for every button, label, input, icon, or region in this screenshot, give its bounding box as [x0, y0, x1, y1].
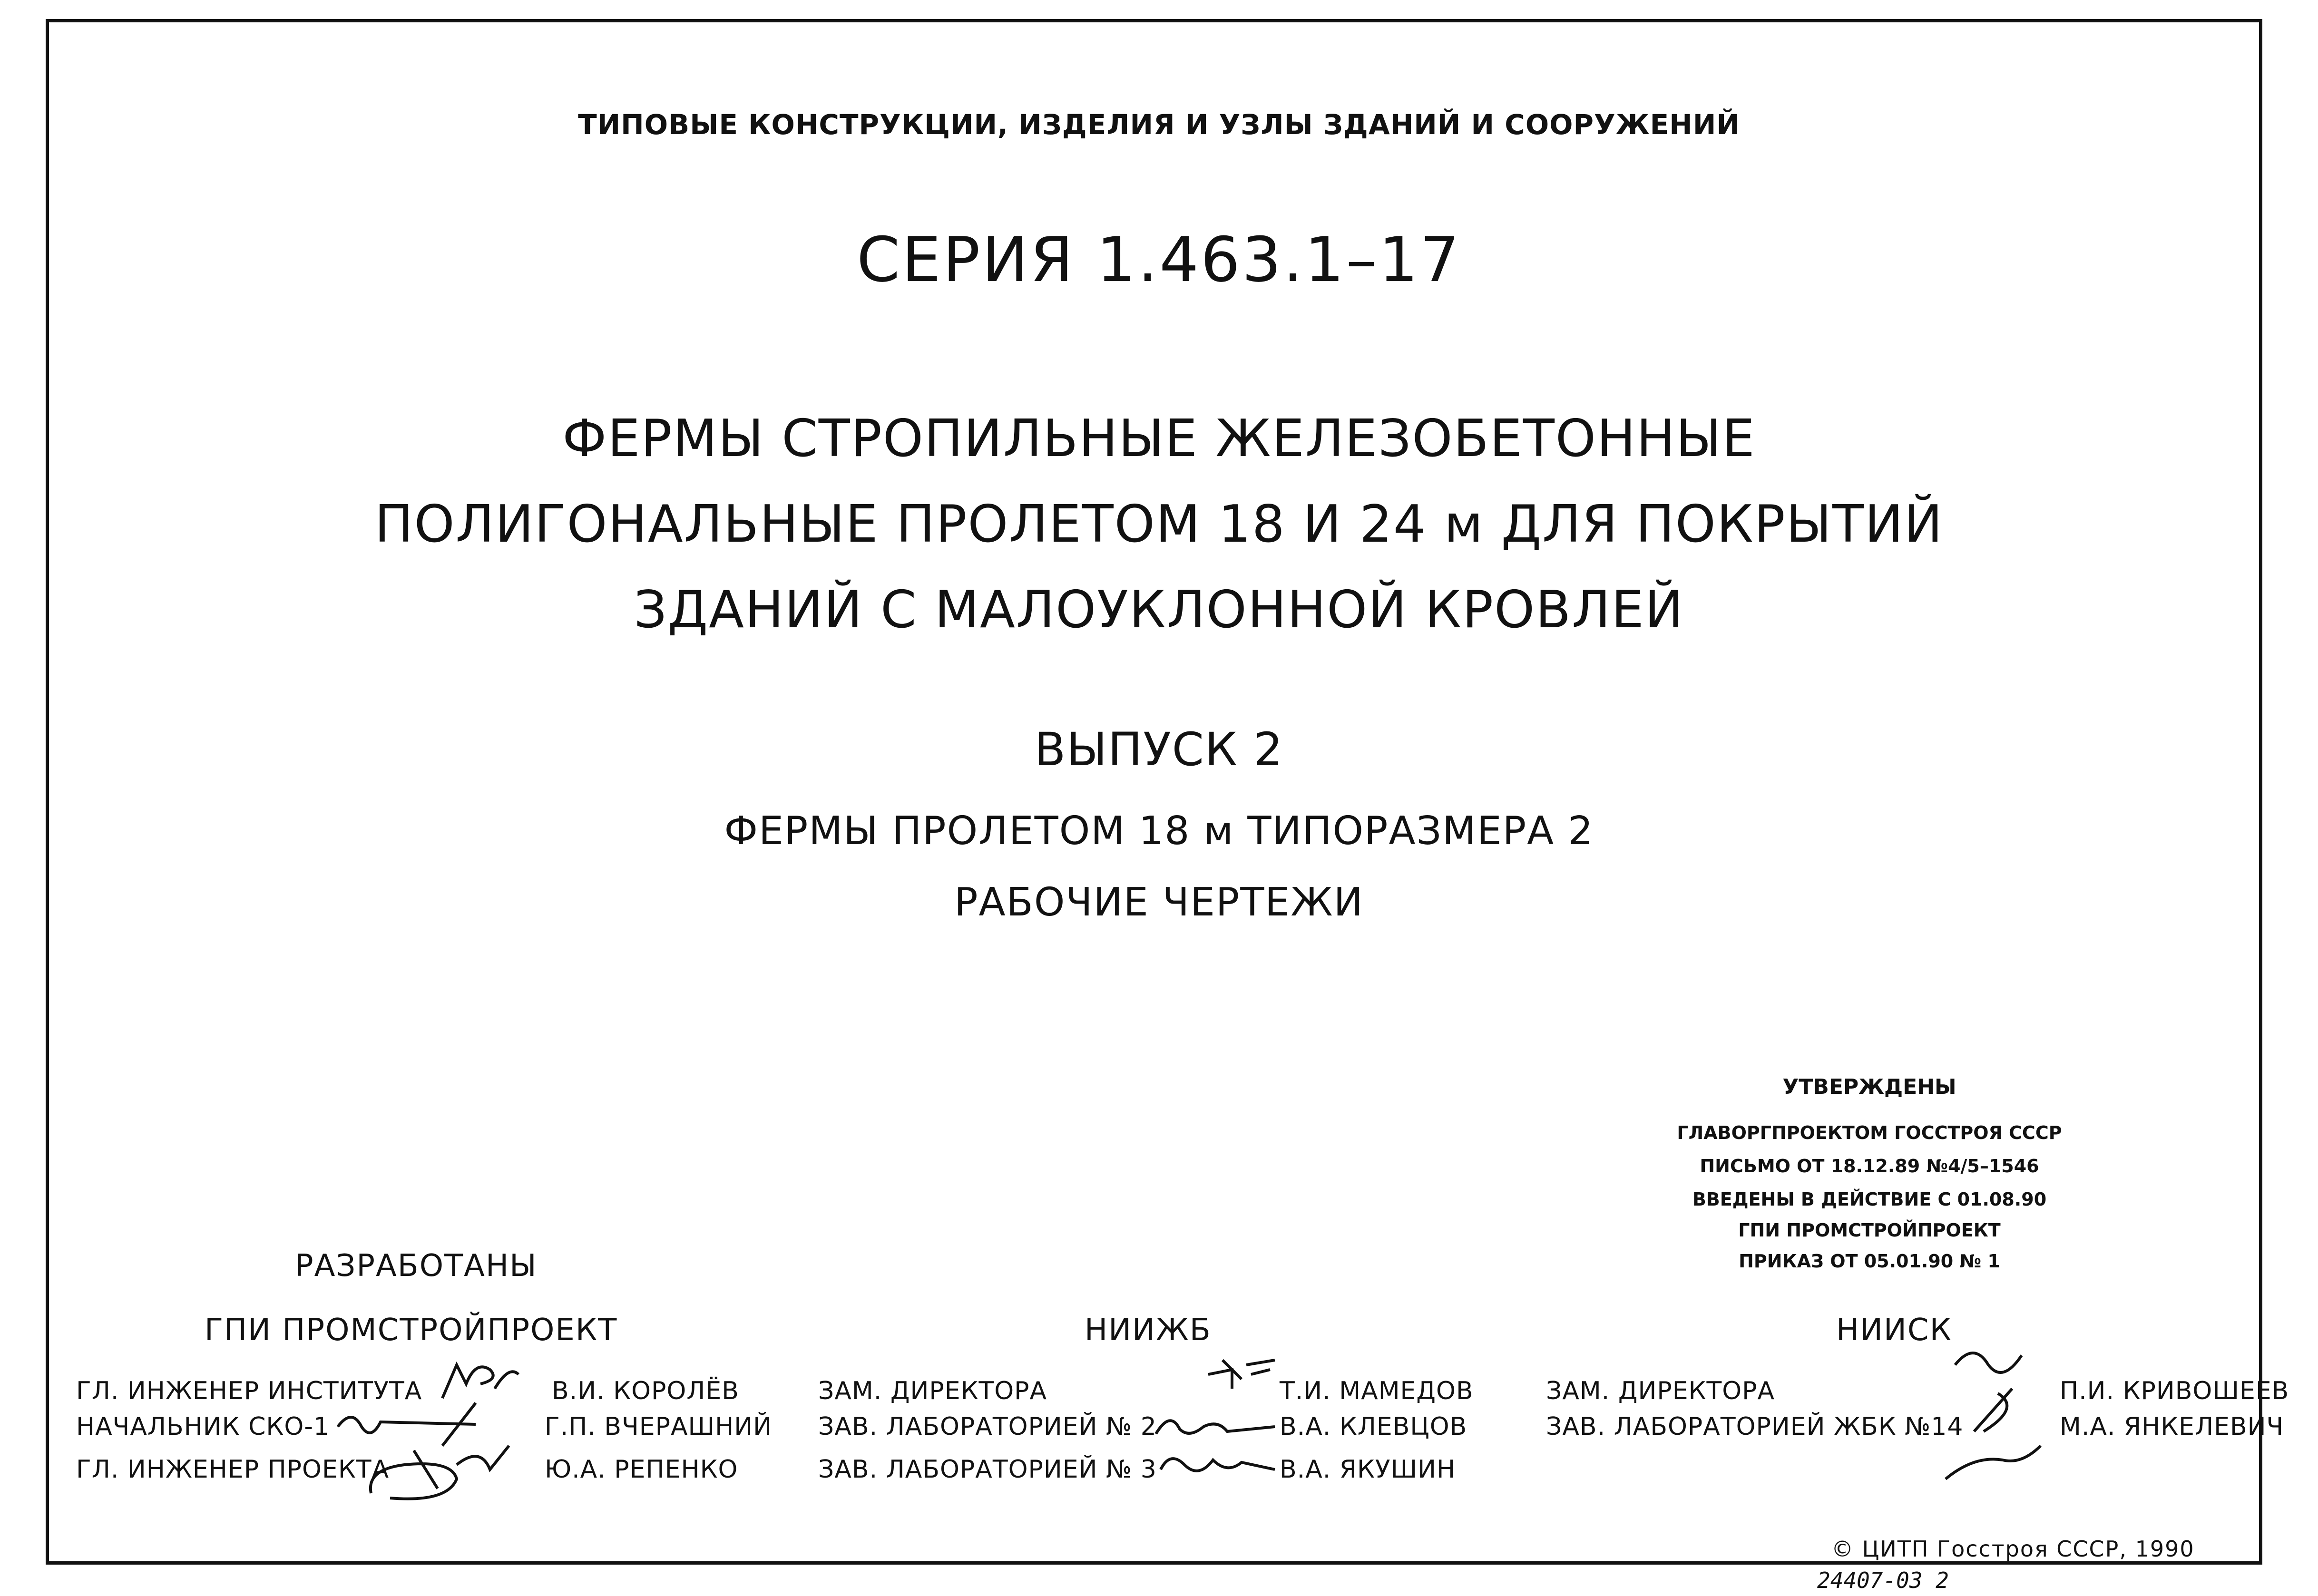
person-role: НАЧАЛЬНИК СКО-1	[76, 1412, 330, 1441]
approval-line: ГЛАВОРГПРОЕКТОМ ГОССТРОЯ СССР	[1677, 1122, 2062, 1143]
person-name: Ю.А. РЕПЕНКО	[545, 1455, 738, 1484]
org-name: НИИСК	[1836, 1313, 1952, 1348]
person-name: В.А. ЯКУШИН	[1280, 1455, 1456, 1484]
person-role: ГЛ. ИНЖЕНЕР ИНСТИТУТА	[76, 1377, 422, 1405]
person-role: ЗАМ. ДИРЕКТОРА	[818, 1377, 1047, 1405]
signature-image	[1151, 1405, 1280, 1448]
person-name: Г.П. ВЧЕРАШНИЙ	[545, 1412, 773, 1441]
copyright-notice: © ЦИТП Госстроя СССР, 1990	[1831, 1536, 2195, 1562]
series-line: ТИПОВЫЕ КОНСТРУКЦИИ, ИЗДЕЛИЯ И УЗЛЫ ЗДАНИЙ И СООРУЖЕНИЙ	[578, 108, 1740, 141]
org-name: ГПИ ПРОМСТРОЙПРОЕКТ	[205, 1313, 618, 1348]
person-name: Т.И. МАМЕДОВ	[1280, 1377, 1474, 1405]
working-drawings-label: РАБОЧИЕ ЧЕРТЕЖИ	[954, 880, 1364, 925]
person-name: П.И. КРИВОШЕЕВ	[2060, 1377, 2289, 1405]
signature-image	[1927, 1336, 2050, 1493]
approval-line: ВВЕДЕНЫ В ДЕЙСТВИЕ С 01.08.90	[1692, 1189, 2047, 1210]
person-role: ГЛ. ИНЖЕНЕР ПРОЕКТА	[76, 1455, 390, 1484]
issue-subtitle: ФЕРМЫ ПРОЛЕТОМ 18 м ТИПОРАЗМЕРА 2	[724, 808, 1594, 854]
person-role: ЗАВ. ЛАБОРАТОРИЕЙ № 3	[818, 1455, 1157, 1484]
approval-line: ПРИКАЗ ОТ 05.01.90 № 1	[1739, 1251, 2000, 1272]
issue-number: ВЫПУСК 2	[1034, 723, 1284, 776]
title-line-2: ПОЛИГОНАЛЬНЫЕ ПРОЛЕТОМ 18 И 24 м ДЛЯ ПОКРЫТИЙ	[374, 495, 1944, 554]
title-line-3: ЗДАНИЙ С МАЛОУКЛОННОЙ КРОВЛЕЙ	[634, 580, 1684, 640]
approval-line: ПИСЬМО ОТ 18.12.89 №4/5–1546	[1700, 1156, 2039, 1177]
person-role: ЗАВ. ЛАБОРАТОРИЕЙ ЖБК №14	[1546, 1412, 1964, 1441]
person-role: ЗАВ. ЛАБОРАТОРИЕЙ № 2	[818, 1412, 1157, 1441]
org-name: НИИЖБ	[1085, 1313, 1212, 1348]
person-role: ЗАМ. ДИРЕКТОРА	[1546, 1377, 1775, 1405]
approval-line: ГПИ ПРОМСТРОЙПРОЕКТ	[1738, 1220, 2001, 1241]
approval-heading: УТВЕРЖДЕНЫ	[1782, 1075, 1956, 1099]
signature-image	[1203, 1351, 1280, 1393]
person-name: В.И. КОРОЛЁВ	[552, 1377, 739, 1405]
person-name: В.А. КЛЕВЦОВ	[1280, 1412, 1467, 1441]
signature-image	[1156, 1446, 1280, 1489]
person-name: М.А. ЯНКЕЛЕВИЧ	[2060, 1412, 2284, 1441]
series-number: СЕРИЯ 1.463.1–17	[857, 224, 1461, 296]
archive-stamp: 24407-03 2	[1817, 1567, 1949, 1593]
title-line-1: ФЕРМЫ СТРОПИЛЬНЫЕ ЖЕЛЕЗОБЕТОННЫЕ	[562, 409, 1756, 468]
signature-image	[362, 1436, 518, 1508]
developed-heading: РАЗРАБОТАНЫ	[295, 1248, 538, 1284]
